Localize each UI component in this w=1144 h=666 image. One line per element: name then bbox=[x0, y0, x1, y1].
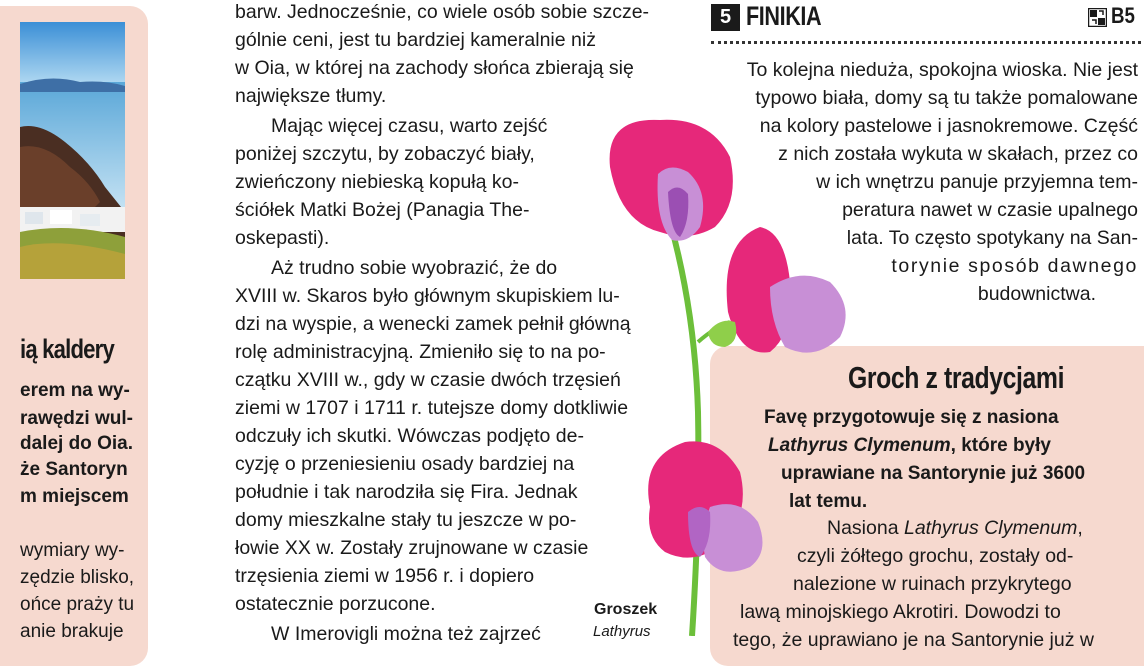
section-title: FINIKIA bbox=[746, 1, 822, 31]
left-text-line: wymiary wy- bbox=[20, 540, 125, 561]
body-line: trzęsienia ziemi w 1956 r. i dopiero bbox=[235, 565, 535, 587]
body-line: W Imerovigli można też zajrzeć bbox=[271, 623, 541, 645]
box-body-line: Nasiona Lathyrus Clymenum, bbox=[827, 517, 1083, 539]
section-text-line: lata. To często spotykany na San- bbox=[846, 227, 1138, 249]
left-bold-line: dalej do Oia. bbox=[20, 433, 133, 454]
body-line: oskepasti). bbox=[235, 227, 330, 249]
box-body-line: nalezione w ruinach przykrytego bbox=[793, 573, 1072, 595]
left-bold-line: m miejscem bbox=[20, 486, 129, 507]
section-text-line: na kolory pastelowe i jasnokremowe. Część bbox=[759, 115, 1138, 137]
map-grid-icon bbox=[1088, 8, 1107, 27]
body-line: Aż trudno sobie wyobrazić, że do bbox=[271, 257, 558, 279]
box-lead-line: Lathyrus Clymenum, które były bbox=[768, 435, 1051, 456]
body-line: ściółek Matki Bożej (Panagia The- bbox=[235, 199, 530, 221]
section-text-line: w ich wnętrzu panuje przyjemna tem- bbox=[816, 171, 1138, 193]
body-line: w Oia, w której na zachody słońca zbierają się bbox=[235, 57, 634, 79]
body-line: łowie XX w. Zostały zrujnowane w czasie bbox=[235, 537, 589, 559]
section-text-line: peratura nawet w czasie upalnego bbox=[842, 199, 1138, 221]
body-line: poniżej szczytu, by zobaczyć biały, bbox=[235, 143, 535, 165]
body-line: ostatecznie porzucone. bbox=[235, 593, 436, 615]
box-lead-line: Favę przygotowuje się z nasiona bbox=[764, 407, 1059, 428]
section-number-badge: 5 bbox=[711, 4, 740, 31]
body-line: największe tłumy. bbox=[235, 85, 387, 107]
body-line: ziemi w 1707 i 1711 r. tutejsze domy dotkliwie bbox=[235, 397, 629, 419]
body-line: południe i tak narodziła się Fira. Jednak bbox=[235, 481, 578, 503]
left-text-line: anie brakuje bbox=[20, 621, 124, 642]
body-line: dzi na wyspie, a wenecki zamek pełnił główną bbox=[235, 313, 631, 335]
dotted-divider bbox=[711, 41, 1141, 44]
map-reference-code: B5 bbox=[1111, 3, 1135, 28]
latin-name: Lathyrus Clymenum bbox=[768, 435, 951, 456]
left-text-line: zędzie blisko, bbox=[20, 567, 135, 588]
box-title: Groch z tradycjami bbox=[848, 360, 1065, 395]
left-bold-line: erem na wy- bbox=[20, 380, 130, 401]
left-text-line: ońce praży tu bbox=[20, 594, 135, 615]
box-body-line: czyli żółtego grochu, zostały od- bbox=[797, 545, 1074, 567]
body-line: cyzję o przeniesieniu osady bardziej na bbox=[235, 453, 575, 475]
body-line: XVIII w. Skaros było głównym skupiskiem lu- bbox=[235, 285, 620, 307]
box-body-line: tego, że uprawiano je na Santorynie już w bbox=[733, 629, 1094, 651]
body-line: gólnie ceni, jest tu bardziej kameralnie niż bbox=[235, 29, 596, 51]
body-line: domy mieszkalne stały tu jeszcze w po- bbox=[235, 509, 577, 531]
box-lead-line: lat temu. bbox=[789, 491, 868, 512]
section-text-line: z nich została wykuta w skałach, przez co bbox=[778, 143, 1138, 165]
section-text-line: To kolejna nieduża, spokojna wioska. Nie jest bbox=[746, 59, 1138, 81]
left-section-title: ią kaldery bbox=[20, 334, 114, 364]
santorini-photo bbox=[20, 22, 125, 279]
image-caption-title: Groszek bbox=[594, 601, 658, 618]
left-bold-line: rawędzi wul- bbox=[20, 408, 133, 429]
box-body-line: lawą minojskiego Akrotiri. Dowodzi to bbox=[740, 601, 1061, 623]
section-text-line: budownictwa. bbox=[977, 283, 1096, 305]
left-bold-line: że Santoryn bbox=[20, 459, 128, 480]
image-caption-latin: Lathyrus bbox=[593, 623, 651, 640]
body-line: zwieńczony niebieską kopułą ko- bbox=[235, 171, 519, 193]
body-line: odczuły ich skutki. Wówczas podjęto de- bbox=[235, 425, 584, 447]
section-text-line: typowo biała, domy są tu także pomalowane bbox=[755, 87, 1138, 109]
body-line: Mając więcej czasu, warto zejść bbox=[271, 115, 548, 137]
section-text-line: torynie sposób dawnego bbox=[891, 255, 1138, 277]
box-lead-line: uprawiane na Santorynie już 3600 bbox=[781, 463, 1086, 484]
body-line: czątku XVIII w., gdy w czasie dwóch trzęsień bbox=[235, 369, 621, 391]
body-line: rolę administracyjną. Zmieniło się to na po- bbox=[235, 341, 606, 363]
body-line: barw. Jednocześnie, co wiele osób sobie szcze- bbox=[235, 1, 650, 23]
